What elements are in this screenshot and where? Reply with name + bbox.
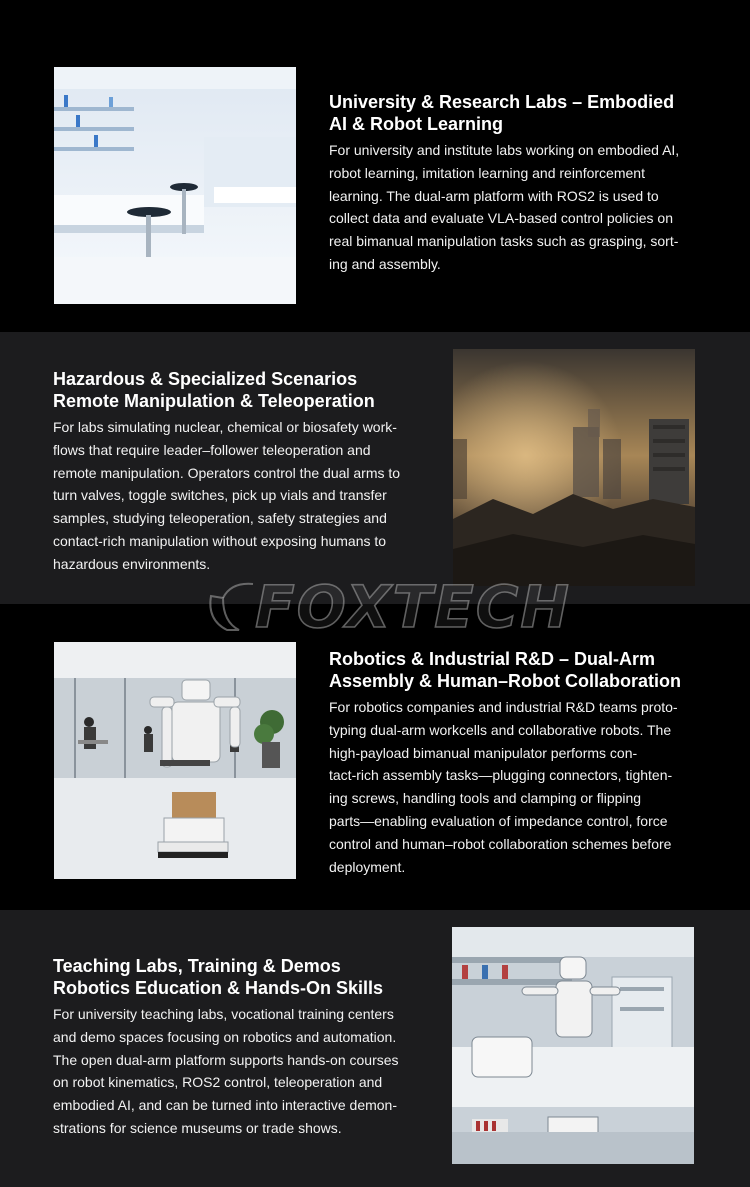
section-4-title: Teaching Labs, Training & Demos Robotics Education & Hands-On Skills (53, 956, 384, 998)
section-4-description: For university teaching labs, vocational training centers and demo spaces focusing on robotics and automation. The open dual-arm platform supports hands-on courses on robot kinematics, ROS2 control, teleoperation and embodied AI, and can be turned into interactive demon- strations for science museums or trade shows. (53, 1006, 399, 1136)
section-1-title: University & Research Labs – Embodied AI & Robot Learning (329, 92, 675, 134)
section-3-title: Robotics & Industrial R&D – Dual-Arm Assembly & Human–Robot Collaboration (329, 649, 682, 691)
hazardous-ruins-photo (453, 349, 695, 586)
section-1-description: For university and institute labs working on embodied AI, robot learning, imitation learning and reinforcement learning. The dual-arm platform with ROS2 is used to collect data and evaluate VLA-based control policies on real bimanual manipulation tasks such as grasping, sort- ing and assembly. (329, 142, 680, 272)
research-lab-photo (54, 67, 296, 304)
section-2-title: Hazardous & Specialized Scenarios Remote Manipulation & Teleoperation (53, 369, 375, 411)
teaching-lab-photo (452, 927, 694, 1164)
section-2-description: For labs simulating nuclear, chemical or biosafety work- flows that require leader–follower teleoperation and remote manipulation. Operators control the dual arms to turn valves, toggle switches, pick up vials and transfer samples, studying teleoperation, safety strategies and contact-rich manipulation without exposing humans to hazardous environments. (53, 419, 401, 572)
section-3-description: For robotics companies and industrial R&D teams proto- typing dual-arm workcells and collaborative robots. The high-payload bimanual manipulator performs con- tact-rich assembly tasks—plugging connectors, tighten- ing screws, handling tools and clamping or flipping parts—enabling evaluation of impedance control, force control and human–robot collaboration schemes before deployment. (329, 699, 678, 875)
industrial-robot-photo (54, 642, 296, 879)
